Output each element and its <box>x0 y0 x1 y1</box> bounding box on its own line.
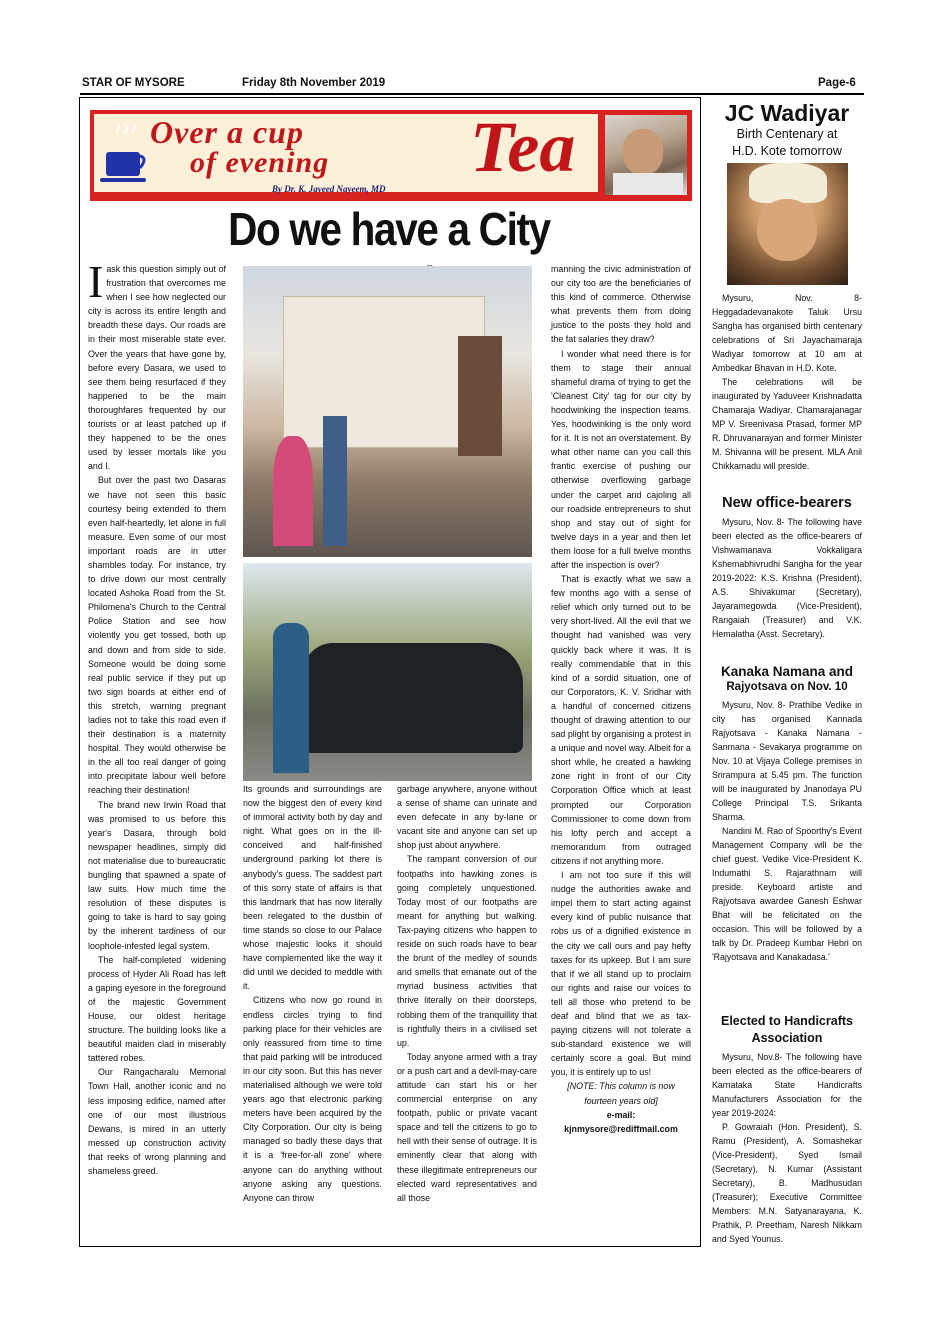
email-label: e-mail: <box>606 1109 636 1120</box>
sidebar-story3-title1: Kanaka Namana and <box>720 664 854 679</box>
sidebar-story1-sub2: H.D. Kote tomorrow <box>732 144 842 158</box>
banner-line2: of evening <box>190 146 330 179</box>
col2-para-2: Citizens who now go round in endless circles trying to find parking place for their vehicles are only reassured from time to time that paid parking will be introduced in our city soon. But this has never materialised although we were told years ago that electronic parking meters have been acquired by the City Corporation. Our city is being managed so badly these days that it is a 'free-for-all zone' where anyone can do anything without anyone asking any questions. Anyone can throw <box>243 995 382 1203</box>
sidebar-story4-title1: Elected to Handicrafts <box>721 1014 853 1028</box>
sidebar-story1-sub1: Birth Centenary at <box>736 127 838 141</box>
sidebar-story3-title2: Rajyotsava on Nov. 10 <box>726 681 848 693</box>
col3-para-2: The rampant conversion of our footpaths into hawking zones is going completely unquestioned. Today most of our footpaths are meant for anything but walking. Tax-paying citizens who happen to reside on such roads have to bear the brunt of the medley of sounds and smells that emanate out of the myriad business activities that thrive literally on their doorsteps, robbing them of the tranquillity that is rightfully theirs in a civilised set up. <box>397 854 537 1048</box>
dropcap: I <box>88 256 104 307</box>
sidebar-story1-para-2: The celebrations will be inaugurated by Yaduveer Krishnadatta Chamaraja Wadiyar. Chamarajanagar MP V. Sreenivasa Prasad, former MP R. Dhruvanarayan and former Minister M. Shivanna will be present. MLA Anil Chikkamadu will preside. <box>712 377 862 471</box>
article-column-3 <box>397 782 537 1205</box>
col1-para-4: The half-completed widening process of Hyder Ali Road has left a gaping eyesore in the foreground of the majestic Government House, our oldest heritage structure. The building looks like a beautiful maiden clad in miserably tattered robes. <box>88 954 226 1064</box>
byline: By Dr. K. Javeed Nayeem, MD <box>272 184 386 194</box>
sidebar-story4-title2: Association <box>751 1031 823 1045</box>
col1-para-5: Our Rangacharalu Memorial Town Hall, another iconic and no less imposing edifice, named after one of our most illustrious Dewans, is mired in an utterly messed up construction activity that reeks of wrong planning and shameless greed. <box>88 1067 226 1176</box>
sidebar-story2-para-1: Mysuru, Nov. 8- The following have been elected as the office-bearers of Vishwamanava Vokkaligara Kshemabhivrudhi Sangha for the year 2019-2022: K.S. Krishna (President), A.S. Shivakumar (Secretary), Jayaramegowda (Vice-President), Rangaiah (Treasurer) and V.K. Hemalatha (Asst. Secretary). <box>712 517 862 639</box>
columnist-photo <box>605 115 687 195</box>
sidebar-story2-body <box>712 515 862 641</box>
sidebar-story3-para-2: Nandini M. Rao of Spoorthy's Event Management Company will be the chief guest. Vedike Vice-President K. Indumathi S. Rajarathnam will preside. Keyboard artiste and Rajyotsava awardee Ganesh Eshwar Bhat will be felicitated on the occasion. This will be followed by a talk by Dr. Pradeep Kumbar Hebri on 'Rajyotsava and Kanakadasa.' <box>712 826 862 962</box>
sidebar-story1-title: JC Wadiyar <box>724 100 850 126</box>
sidebar-story2-title: New office-bearers <box>722 495 852 511</box>
col1-para-3: The brand new Irwin Road that was promised to us before this year's Dasara, through bold newspaper headlines, simply did not materialise due to bureaucratic bungling that spawned a spate of law suits. How much time the resolution of these disputes is going to take is hard to say going by the inherent tardiness of our loophole-infested legal system. <box>88 799 226 951</box>
col1-para-1: ask this question simply out of frustration that overcomes me when I see how neglected our city is across its entire length and breadth these days. Our roads are in their most miserable state ever. Over the years that have gone by, before every Dasara, we used to see them being resurfaced if they happened to be the main thoroughfares frequented by our tourists or at least patched up if they happened to be the ones used by lesser mortals like you and I. <box>88 264 226 472</box>
col4-para-2: I wonder what need there is for them to stage their annual shameful drama of trying to get the 'Cleanest City' tag for our city by hoodwinking the inspection teams. Yes, hoodwinking is the only word for it. It is not an overstatement. By what other name can you call this frantic exercise of pushing our otherwise overflowing garbage under the carpet and cajoling all our roadside entrepreneurs to shut shop and stay out of sight for twelve days in a year and then let them loose for a full twelve months after the inspection is over? <box>551 348 691 570</box>
banner-line1: Over a cup <box>150 114 304 150</box>
header-rule <box>80 93 864 95</box>
sidebar-story1-body <box>712 291 862 473</box>
col3-para-1: garbage anywhere, anyone without a sense of shame can urinate and even defecate in any by-lane or vacant site and anyone can set up shop just about anywhere. <box>397 784 537 851</box>
column-banner <box>90 107 692 201</box>
col4-para-4: I am not too sure if this will nudge the authorities awake and impel them to start acting against every kind of public nuisance that robs us of a dignified existence in the city we call ours and pay hefty taxes for its upkeep. But I am sure that if we all stand up to proclaim our rights and raise our voices to tell all those who pretend to be deaf and blind that we as tax-paying citizens will not tolerate a sub-standard existence we will certainly score a goal. But mind you, it is entirely up to us! <box>551 870 691 1078</box>
sidebar-story1-para-1: Mysuru, Nov. 8- Heggadadevanakote Taluk Ursu Sangha has organised birth centenary celebrations of Sri Jayachamaraja Wadiyar tomorrow at 10 am at Ambedkar Bhavan in H.D. Kote. <box>712 293 862 373</box>
sidebar-story4-para-1: Mysuru, Nov.8- The following have been elected as the office-bearers of Karnataka State Handicrafts Manufacturers Association for the year 2019-2024: <box>712 1052 862 1118</box>
photo-jc-wadiyar <box>727 163 848 285</box>
article-column-2 <box>243 782 382 1205</box>
paper-name: STAR OF MYSORE <box>82 77 185 89</box>
email-address[interactable]: kjnmysore@rediffmail.com <box>564 1123 678 1134</box>
banner-tea: Tea <box>470 107 576 187</box>
col1-para-2: But over the past two Dasaras we have not seen this basic courtesy being extended to them even half-heartedly, let alone in full measure. Even some of our most important roads are in utter shambles today. For instance, try to drive down our most centrally located Ashoka Road from the St. Philomena's Church to the Central Police Station and see how violently you get tossed, both up and down and from side to side. Someone would be doing some real public service if they put up two sign boards at either end of this stretch, warning pregnant ladies not to take this road even if their destination is a maternity hospital. They would otherwise be in the all too real danger of going into precipitate labour well before reaching their destination! <box>88 475 226 796</box>
column-note: [NOTE: This column is now fourteen years old] <box>567 1081 675 1106</box>
sidebar-story4-para-2: P. Gowraiah (Hon. President), S. Ramu (President), A. Somashekar (Vice-President), Syed Ismail (Secretary), N. Kumar (Assistant Secretary), B. Madhusudan (Treasurer); Executive Committee Members: M.N. Satyanarayana, K. Prathik, P. Preetham, Naresh Nikkam and Syed Younus. <box>712 1122 862 1244</box>
sidebar-story3-body <box>712 698 862 964</box>
issue-date: Friday 8th November 2019 <box>242 77 386 89</box>
sidebar-story3-para-1: Mysuru, Nov. 8- Prathibe Vedike in city has organised Kannada Rajyotsava - Kanaka Namana - Sanmana - Sevakarya programme on Nov. 10 at Vijaya College premises in Srirampura at 5.45 pm. The function will be inaugurated by Jnanodaya PU College Principal T.S. Srikanta Sharma. <box>712 700 862 822</box>
sidebar-story4-body <box>712 1050 862 1246</box>
photo-car-parking <box>243 563 532 781</box>
page-number: Page-6 <box>818 77 856 89</box>
teacup-icon <box>98 124 146 190</box>
article-column-1 <box>88 256 226 1178</box>
article-column-4 <box>551 262 691 1136</box>
col2-para-1: Its grounds and surroundings are now the biggest den of every kind of immoral activity both by day and night. What goes on in the ill-conceived and half-finished underground parking lot there is anybody's guess. The saddest part of this sorry state of affairs is that this landmark that has now literally been relegated to the dustbin of time stands so close to our Palace whose majestic looks it should have complemented like the way it did until we decided to meddle with it. <box>243 784 382 992</box>
col4-para-3: That is exactly what we saw a few months ago with a sense of relief which only turned out to be very short-lived. All the evil that we thought had vanished was very quickly back where it was. It is really commendable that in this kind of a sordid situation, one of our Corporators, K. V. Sridhar with a handful of concerned citizens thought of drawing attention to our sad plight by organising a protest in a unique and novel way. Albeit for a short while, he created a hawking zone right in front of our City Corporation Office which at least prompted our Corporation Commissioner to come down from his lofty perch and accept a memorandum from outraged citizens if not anything more. <box>551 574 691 866</box>
headline: Do we have a City <box>228 203 550 255</box>
photo-hawkers-town-hall <box>243 266 532 557</box>
col4-para-1: manning the civic administration of our city too are the beneficiaries of this kind of commerce. Otherwise what prevents them from doing justice to the posts they hold and the fat salaries they draw? <box>551 264 691 345</box>
col3-para-3: Today anyone armed with a tray or a push cart and a devil-may-care attitude can start his or her commercial enterprise on any footpath, public or private vacant space and tell the citizens to go to hell with their sense of outrage. It is eminently clear that along with these illegitimate entrepreneurs our elected ward representatives and all those <box>397 1051 537 1203</box>
